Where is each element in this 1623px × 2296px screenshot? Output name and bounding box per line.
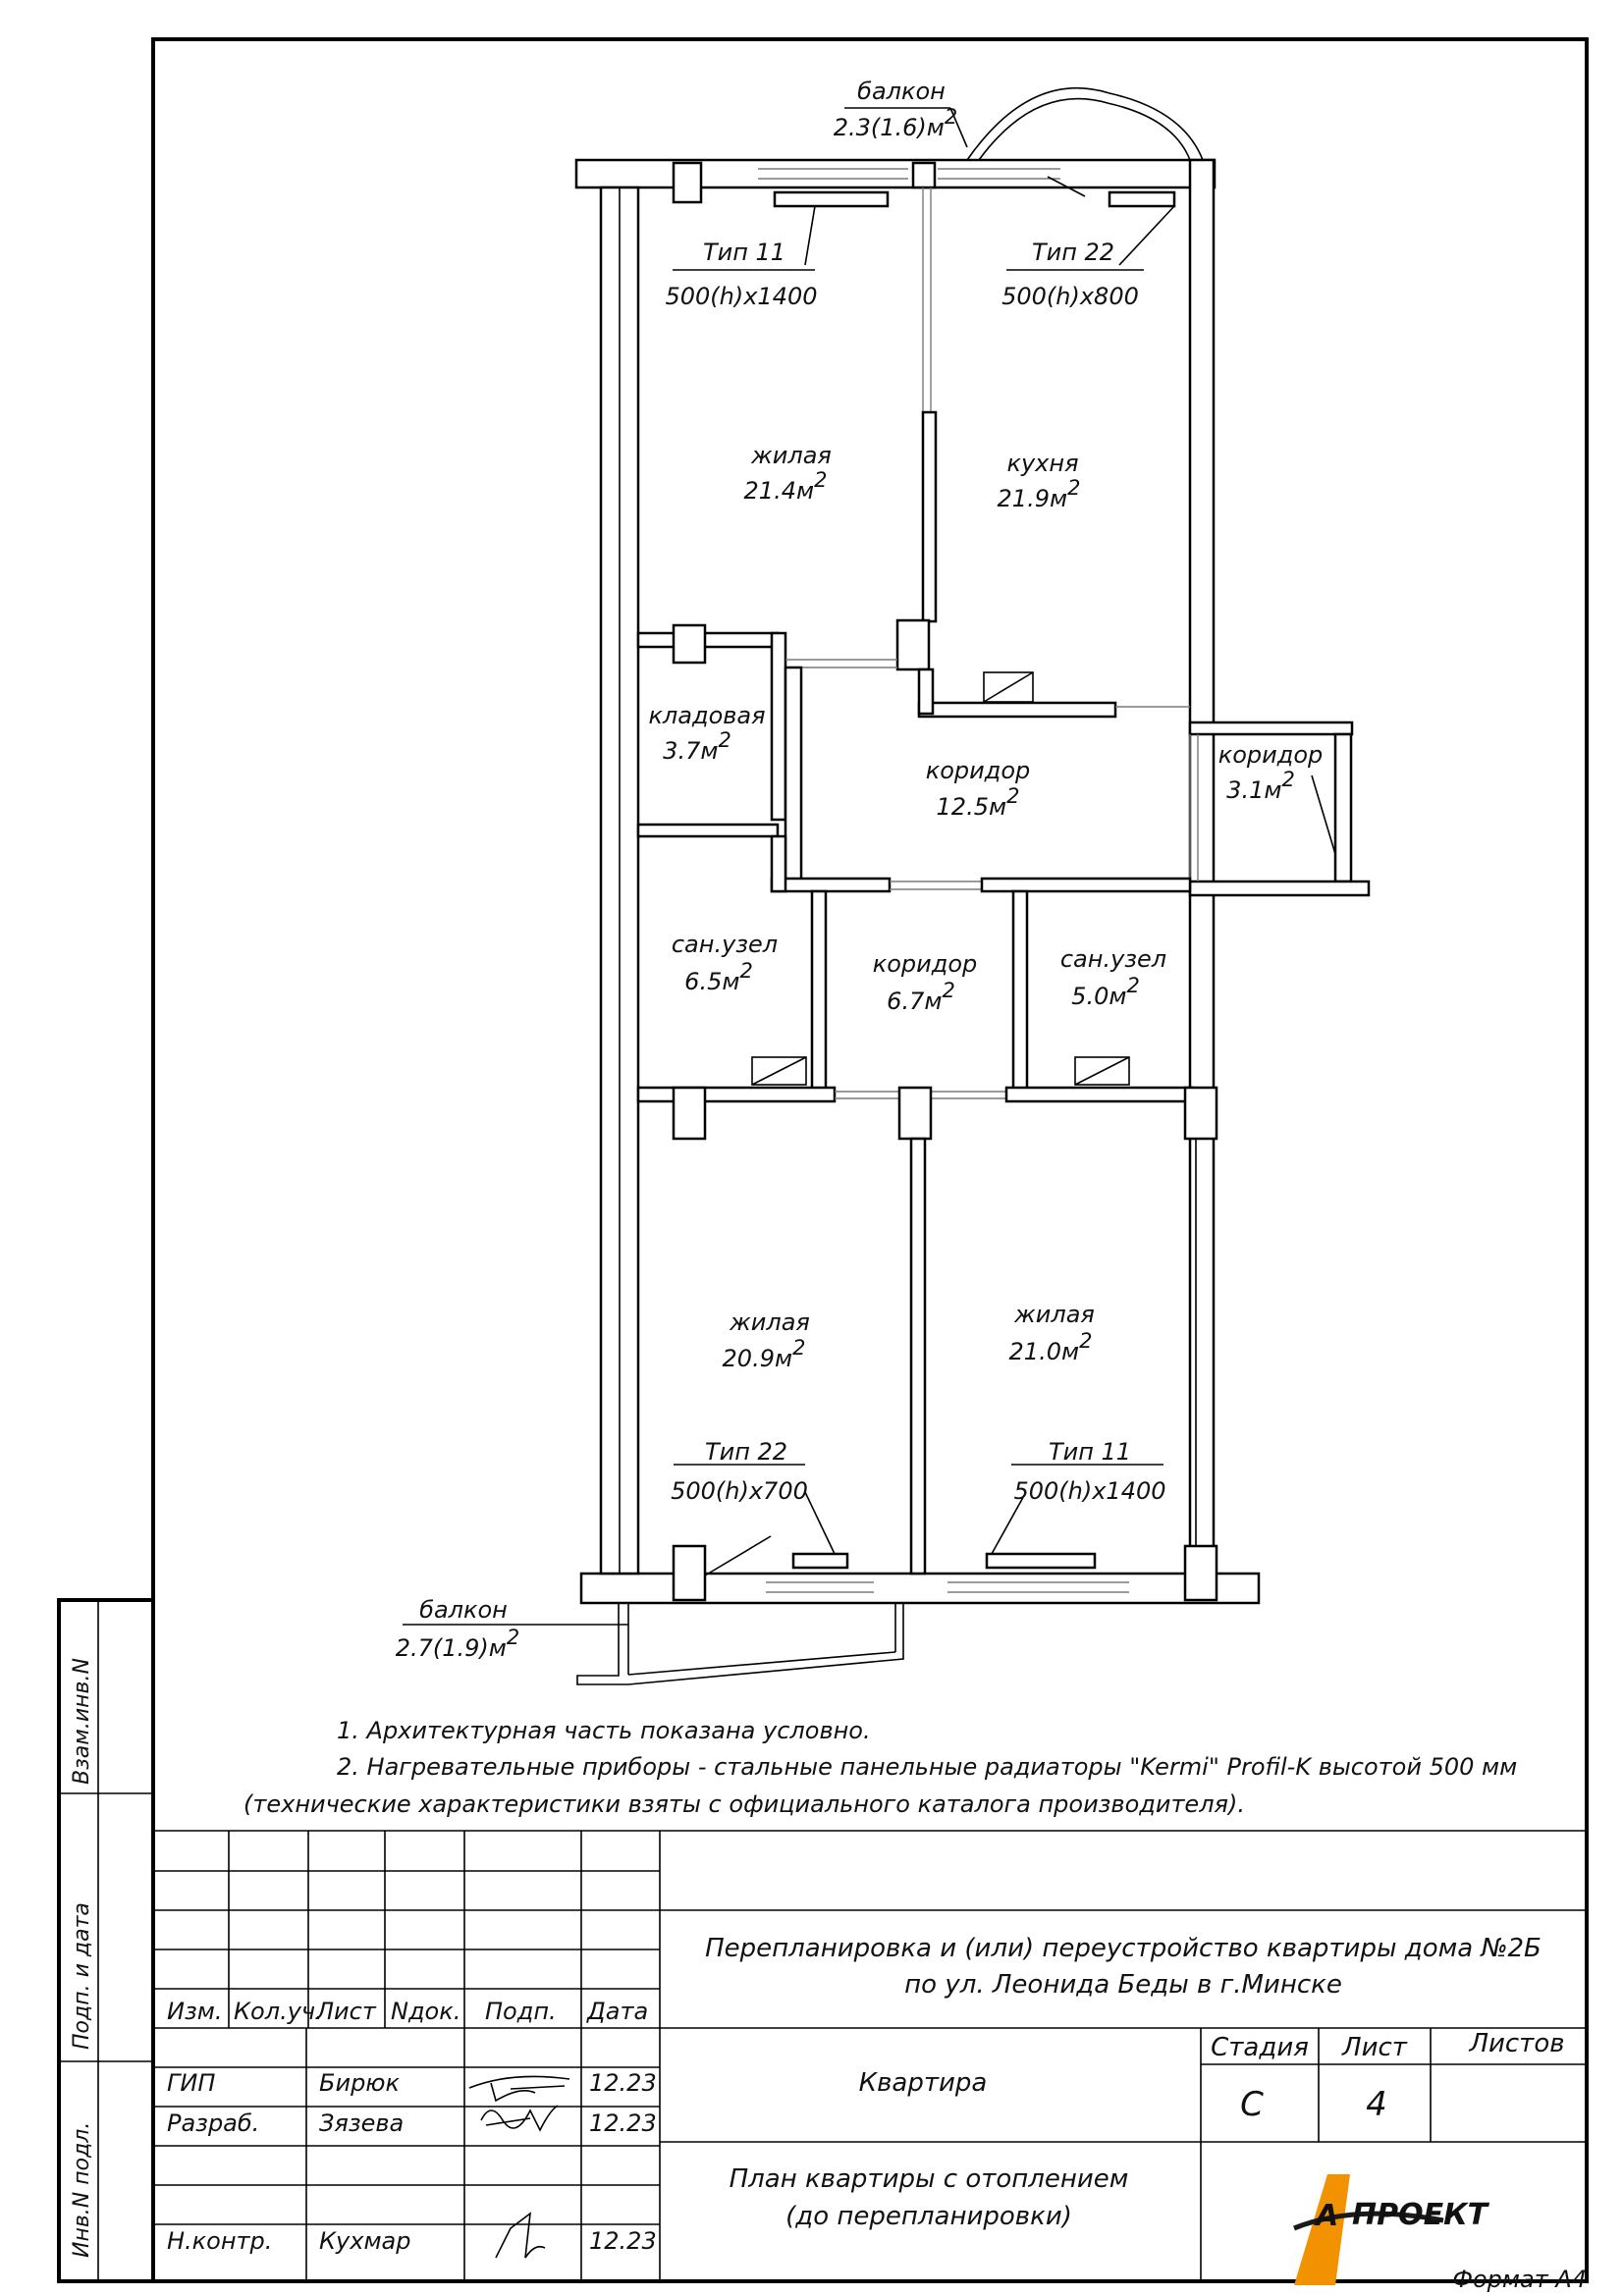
signature-3 bbox=[496, 2214, 545, 2258]
radiator-2-size: 500(h)x800 bbox=[1001, 283, 1139, 310]
room-kitchen-area: 21.9м bbox=[997, 485, 1068, 512]
plan-labels bbox=[396, 78, 1324, 1662]
project-title-line-1: Перепланировка и (или) переустройство квартиры дома №2Б bbox=[705, 1934, 1542, 1963]
radiator-3-type: Тип 22 bbox=[704, 1438, 788, 1466]
svg-text:21.9м2: 21.9м2 bbox=[997, 476, 1081, 512]
floor-plan bbox=[403, 88, 1369, 1684]
sheet-title-line-1: План квартиры с отоплением bbox=[729, 2164, 1129, 2194]
title-block bbox=[153, 1831, 1587, 2285]
room-living-1-name: жилая bbox=[751, 442, 832, 469]
hdr-izm: Изм. bbox=[167, 1998, 223, 2025]
hdr-data: Дата bbox=[587, 1998, 649, 2025]
room-living-1-area: 21.4м bbox=[743, 477, 815, 505]
radiator-4-type: Тип 11 bbox=[1048, 1438, 1132, 1466]
room-bath-2-area: 5.0м bbox=[1071, 983, 1127, 1010]
balcony-bottom-label: балкон bbox=[419, 1596, 508, 1624]
radiator-2-type: Тип 22 bbox=[1031, 239, 1115, 266]
room-corridor-1-area: 12.5м bbox=[936, 793, 1007, 821]
right-wall bbox=[1190, 160, 1214, 1574]
project-title-line-2: по ул. Леонида Беды в г.Минске bbox=[904, 1970, 1342, 2000]
radiator-4-size: 500(h)x1400 bbox=[1013, 1477, 1166, 1505]
svg-text:21.4м2: 21.4м2 bbox=[743, 468, 828, 505]
notes bbox=[243, 1717, 1517, 1818]
sheet-label: Лист bbox=[1342, 2033, 1407, 2062]
room-living-2-area: 20.9м bbox=[722, 1345, 793, 1372]
person-1-name: Бирюк bbox=[319, 2069, 400, 2097]
balcony-bottom-area: 2.7(1.9)м bbox=[395, 1634, 507, 1662]
inv-orig-label: Инв.N подл. bbox=[70, 2121, 94, 2258]
hdr-ndok: Nдок. bbox=[391, 1998, 461, 2025]
room-corridor-3-name: коридор bbox=[872, 950, 978, 978]
radiator-1-size: 500(h)x1400 bbox=[665, 283, 818, 310]
radiator-4-icon bbox=[987, 1554, 1095, 1568]
room-corridor-2-name: коридор bbox=[1217, 741, 1324, 769]
svg-text:20.9м2: 20.9м2 bbox=[722, 1336, 806, 1372]
person-3-name: Кухмар bbox=[319, 2227, 411, 2255]
top-wall bbox=[576, 160, 1215, 187]
room-storage-name: кладовая bbox=[648, 702, 766, 729]
room-living-3-name: жилая bbox=[1014, 1301, 1095, 1328]
room-corridor-2-area: 3.1м bbox=[1226, 776, 1282, 804]
note-2: 2. Нагревательные приборы - стальные панельные радиаторы "Kermi" Profil-K высотой 500 мм bbox=[337, 1753, 1518, 1781]
swap-inv-label: Взам.инв.N bbox=[70, 1658, 94, 1785]
radiator-1-type: Тип 11 bbox=[702, 239, 786, 266]
room-kitchen-name: кухня bbox=[1006, 450, 1079, 477]
svg-text:12.5м2: 12.5м2 bbox=[936, 784, 1020, 821]
svg-text:3.7м2: 3.7м2 bbox=[663, 728, 731, 765]
room-bath-2-name: сан.узел bbox=[1059, 945, 1167, 973]
svg-text:2.3(1.6)м2: 2.3(1.6)м2 bbox=[833, 105, 958, 141]
radiator-3-icon bbox=[793, 1554, 847, 1568]
person-2-role: Разраб. bbox=[167, 2109, 260, 2137]
room-storage-area: 3.7м bbox=[663, 737, 719, 765]
hdr-kol: Кол.уч. bbox=[234, 1998, 323, 2025]
room-bath-1-area: 6.5м bbox=[684, 968, 740, 995]
balcony-top-area: 2.3(1.6)м bbox=[833, 114, 945, 141]
person-1-date: 12.23 bbox=[589, 2069, 657, 2097]
room-living-2-name: жилая bbox=[730, 1308, 810, 1336]
svg-text:3.1м2: 3.1м2 bbox=[1226, 768, 1295, 804]
svg-text:6.5м2: 6.5м2 bbox=[684, 959, 753, 995]
room-bath-1-name: сан.узел bbox=[671, 931, 779, 958]
room-living-3-area: 21.0м bbox=[1008, 1338, 1080, 1365]
format-label: Формат А4 bbox=[1452, 2266, 1587, 2293]
hdr-list: Лист bbox=[316, 1998, 376, 2025]
person-3-role: Н.контр. bbox=[167, 2227, 273, 2255]
person-1-role: ГИП bbox=[167, 2069, 216, 2097]
sheets-label: Листов bbox=[1469, 2029, 1565, 2058]
sheet-title-line-2: (до перепланировки) bbox=[785, 2202, 1072, 2231]
svg-text:21.0м2: 21.0м2 bbox=[1008, 1329, 1093, 1365]
stage-label: Стадия bbox=[1211, 2033, 1309, 2062]
radiator-1-icon bbox=[775, 192, 888, 206]
logo-text: ПРОЕКТ bbox=[1352, 2198, 1488, 2232]
room-corridor-1-name: коридор bbox=[925, 757, 1031, 784]
svg-text:5.0м2: 5.0м2 bbox=[1071, 974, 1140, 1010]
signature-2 bbox=[481, 2106, 558, 2130]
note-3: (технические характеристики взяты с официального каталога производителя). bbox=[243, 1790, 1245, 1818]
sign-date-label: Подп. и дата bbox=[70, 1902, 94, 2050]
room-corridor-3-area: 6.7м bbox=[887, 988, 943, 1015]
person-2-name: Зязева bbox=[319, 2109, 405, 2137]
svg-text:2.7(1.9)м2: 2.7(1.9)м2 bbox=[395, 1626, 520, 1662]
stage-value: С bbox=[1240, 2085, 1264, 2124]
svg-text:6.7м2: 6.7м2 bbox=[887, 979, 955, 1015]
logo-letter: А bbox=[1316, 2199, 1339, 2233]
balcony-top-label: балкон bbox=[857, 78, 946, 105]
person-2-date: 12.23 bbox=[589, 2109, 657, 2137]
person-3-date: 12.23 bbox=[589, 2227, 657, 2255]
sheet-number: 4 bbox=[1366, 2085, 1387, 2124]
signature-1 bbox=[469, 2076, 569, 2101]
hdr-podp: Подп. bbox=[485, 1998, 557, 2025]
object-name: Квартира bbox=[858, 2068, 988, 2098]
note-1: 1. Архитектурная часть показана условно. bbox=[337, 1717, 871, 1744]
radiator-3-size: 500(h)x700 bbox=[671, 1477, 808, 1505]
radiator-2-icon bbox=[1109, 192, 1174, 206]
side-stamp bbox=[59, 1600, 153, 2281]
